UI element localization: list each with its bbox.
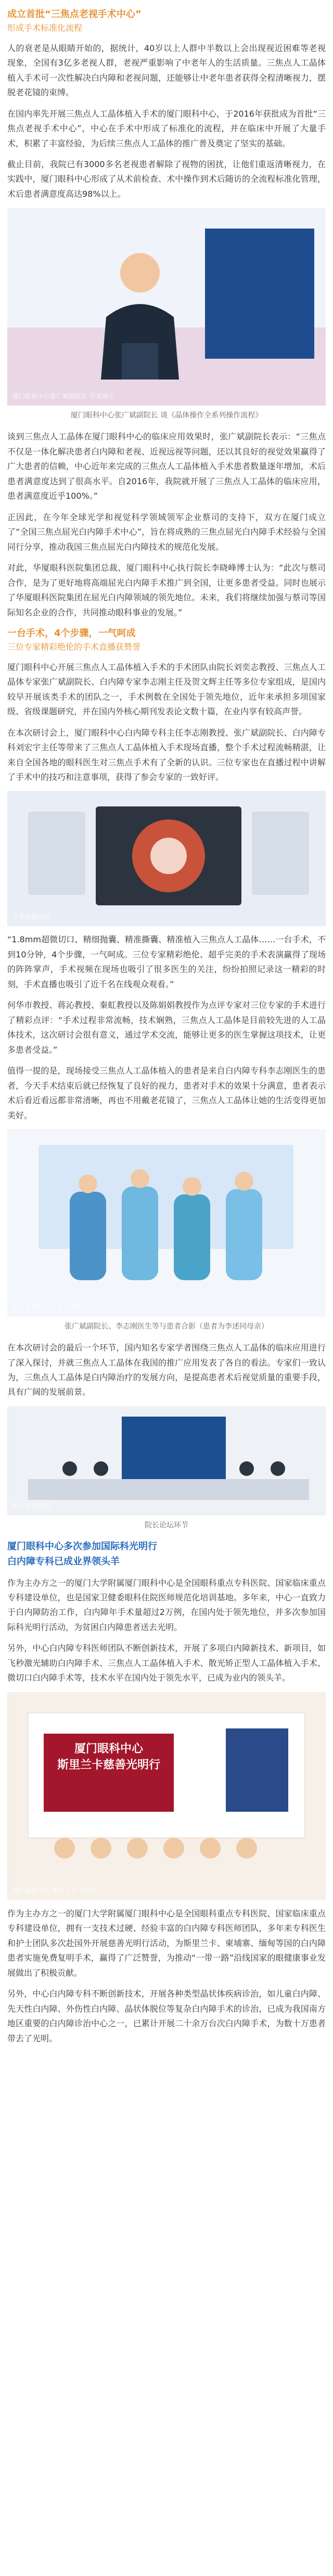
forum-photo-label: 院长论坛现场 bbox=[12, 1502, 50, 1510]
paragraph-5: 正因此，在今年全球光学和视觉科学领域领军企业蔡司的支持下，双方在厦门成立了“全国三焦点屈光白内障手术中心”，旨在将成熟的三焦点屈光白内障手术经验与全国同行分享，推动我国三焦点屈光白内障技术的规范化发展。 bbox=[7, 512, 326, 552]
speaker-photo-label: 厦门眼科中心张广斌副院长 手术演示 bbox=[12, 393, 114, 400]
paragraph-1: 人的衰老是从眼睛开始的，据统计，40岁以上人群中半数以上会出现视近困难等老视现象，全国有3亿多老视人群，老视严重影响了中老年人的生活质量。三焦点人工晶体植入手术可一次性解决白内障和老视问题，还能够让中老年患者获得全程清晰视力，摆脱老花镜的束缚。 bbox=[7, 43, 326, 98]
paragraph-6: 对此，华厦眼科医院集团总裁、厦门眼科中心执行院长李晓峰博士认为：“此次与蔡司合作，是为了更好地将高端屈光白内障手术推广到全国，让更多患者受益。同时也展示了华厦眼科医院集团在屈光白内障领域的领先地位。未来，我们将继续加强与蔡司等国际知名企业的合作，共同推动眼科事业的发展。” bbox=[7, 563, 326, 617]
caption-4: 院长论坛环节 bbox=[145, 1521, 188, 1530]
paragraph-12: 在本次研讨会的最后一个环节，国内知名专家学者围绕三焦点人工晶体的临床应用进行了深入探讨，并就三焦点人工晶体在我国的推广应用发表了各自的看法。专家们一致认为，三焦点人工晶体是白内障治疗的发展方向，是提高患者术后视觉质量的重要手段，具有广阔的发展前景。 bbox=[7, 1343, 326, 1397]
forum-photo bbox=[7, 1406, 326, 1516]
paragraph-16: 另外，中心白内障专科不断创新技术，开展各种类型晶状体疾病诊治，如儿童白内障、先天性白内障、外伤性白内障、晶状体脱位等复杂白内障手术的诊治，已成为我国南方地区重要的白内障诊治中心之一，已累计开展二十余万台次白内障手术，为数十万患者带去了光明。 bbox=[7, 1989, 326, 2043]
bottom-spacer bbox=[7, 2052, 326, 2057]
forum-illustration bbox=[7, 1406, 326, 1516]
charity-banner-text bbox=[44, 1741, 174, 1774]
paragraph-8: 在本次研讨会上，厦门眼科中心白内障专科主任李志刚教授、张广斌副院长、白内障专科刘宏宇主任等带来了三焦点人工晶体植入手术现场直播，整个手术过程流畅精湛，让来自全国各地的眼科医生对三焦点手术有了全新的认识。三位专家也在直播过程中讲解了手术中的技巧和注意事项，获得了参会专家的一致好评。 bbox=[7, 727, 326, 782]
speaker-illustration bbox=[7, 208, 326, 406]
paragraph-11: 值得一提的是，现场接受三焦点人工晶体植入的患者是来自白内障专科李志刚医生的患者，今天手术结束后就已经恢复了良好的视力，患者对手术的效果十分满意，患者表示术后看近看远都非常清晰，再也不用戴老花镜了，三焦点人工晶体让她的生活变得更加美好。 bbox=[7, 1066, 326, 1120]
paragraph-4: 谈到三焦点人工晶体在厦门眼科中心的临床应用效果时，张广斌副院长表示：“三焦点不仅是一体化解决患者白内障和老视、近视远视等问题，还以其良好的视觉效果赢得了广大患者的信赖，中心近年来完成的三焦点人工晶体植入手术患者数量逐年增加，术后患者满意度达到了很高水平。自2016年，我院就开展了三焦点人工晶体的临床应用，患者满意度近乎100%。” bbox=[7, 432, 326, 501]
paragraph-9: “1.8mm超微切口、精细抛囊、精准撕囊、精准植入三焦点人工晶体……一台手术，不到10分钟，4个步骤，一气呵成。三位专家精彩绝伦、超乎完美的手术表演赢得了现场的阵阵掌声，手术视频在现场也吸引了很多医生的关注，纷纷拍照记录这一精彩的时刻，手术直播也吸引了近千名在线观众观看。” bbox=[7, 935, 326, 989]
charity-banner-line2: 斯里兰卡慈善光明行 bbox=[57, 1758, 160, 1772]
paragraph-14: 另外，中心白内障专科医师团队不断创新技术，开展了多项白内障新技术、新项目，如飞秒激光辅助白内障手术、三焦点人工晶体植入手术、散光矫正型人工晶体植入手术、微切口白内障手术等，技术水平在国内处于领先水平，已成为业内的领头羊。 bbox=[7, 1643, 326, 1683]
surgery-illustration bbox=[7, 791, 326, 926]
section-heading-2: 一台手术，4个步骤，一气呵成 bbox=[7, 628, 136, 639]
charity-photo-label: 厦门眼科中心 斯里兰卡 光明行 bbox=[12, 1887, 98, 1895]
paragraph-10: 何华市教授、蒋沁教授、秦虹教授以及陈娟娟教授作为点评专家对三位专家的手术进行了精彩点评：“手术过程非常流畅，技术娴熟，三焦点人工晶体是目前较先进的人工晶体技术，这次研讨会很有意义，通过学术交流，能够让更多的医生掌握这项技术，让更多患者受益。” bbox=[7, 1000, 326, 1055]
surgery-photo bbox=[7, 791, 326, 926]
paragraph-15: 作为主办方之一的厦门大学附属厦门眼科中心是全国眼科重点专科医院、国家临床重点专科建设单位，拥有一支技术过硬、经验丰富的白内障专科医师团队，多年来专科医生和护士团队多次赴国外开展慈善光明行活动，为斯里兰卡、柬埔寨、缅甸等国的白内障患者实施免费复明手术，赢得了广泛赞誉，为推动“一带一路”沿线国家的眼健康事业发展做出了积极贡献。 bbox=[7, 1908, 326, 1978]
charity-illustration bbox=[7, 1692, 326, 1900]
section-subheading-2: 三位专家精彩绝伦的手术直播获赞誉 bbox=[7, 641, 141, 652]
charity-banner-line1: 厦门眼科中心 bbox=[74, 1742, 143, 1756]
paragraph-3: 截止目前，我院已有3000多名老视患者解除了视物的困扰，让他们重返清晰视力，在实践中，厦门眼科中心形成了从术前检查、术中操作到术后随访的全流程标准化管理，术后患者满意度高达98%以上。 bbox=[7, 159, 326, 199]
patient-group-illustration bbox=[7, 1129, 326, 1317]
paragraph-13: 作为主办方之一的厦门大学附属厦门眼科中心是全国眼科重点专科医院、国家临床重点专科建设单位，也是国家卫健委眼科住院医师规范化培训基地。多年来，中心一直致力于白内障防治工作，白内障年手术量超过2万例，在国内处于领先地位，并多次参加国际科光明行活动，为贫困白内障患者送去光明。 bbox=[7, 1577, 326, 1632]
charity-photo bbox=[7, 1692, 326, 1900]
surgery-photo-label: 手术直播画面 bbox=[12, 913, 50, 921]
paragraph-2: 在国内率先开展三焦点人工晶体植入手术的厦门眼科中心，于2016年获批成为首批“三焦点老视手术中心”，中心在手术中形成了标准化的流程，并在临床中开展了大量手术，积累了丰富经验，为后续三焦点人工晶体的推广普及奠定了坚实的基础。 bbox=[7, 108, 326, 148]
patient-group-photo-label: 张广斌副院长与患者合影 bbox=[12, 1304, 82, 1311]
section-heading-1: 成立首批“三焦点老视手术中心” bbox=[7, 9, 142, 20]
patient-group-photo bbox=[7, 1129, 326, 1317]
section-subheading-3: 白内障专科已成业界领头羊 bbox=[7, 1556, 120, 1567]
speaker-photo bbox=[7, 208, 326, 406]
section-heading-3: 厦门眼科中心多次参加国际科光明行 bbox=[7, 1540, 157, 1552]
caption-1: 厦门眼科中心张广斌副院长 谈《晶体操作全系列操作流程》 bbox=[70, 411, 263, 420]
caption-3: 张广斌副院长、李志刚医生等与患者合影（患者为李述同母亲） bbox=[65, 1322, 268, 1331]
paragraph-7: 厦门眼科中心开展三焦点人工晶体植入手术的手术团队由院长刘奕志教授、三焦点人工晶体专家张广斌副院长、白内障专家李志刚主任及贺文辉主任等多位专家组成，是国内较早开展该类手术的团队之一，手术例数在全国处于领先地位，近年来承担多项国家级、省级课题研究，并在国内外核心期刊发表论文数十篇，在业内享有较高声誉。 bbox=[7, 662, 326, 717]
section-subheading-1: 形成手术标准化流程 bbox=[7, 22, 83, 33]
